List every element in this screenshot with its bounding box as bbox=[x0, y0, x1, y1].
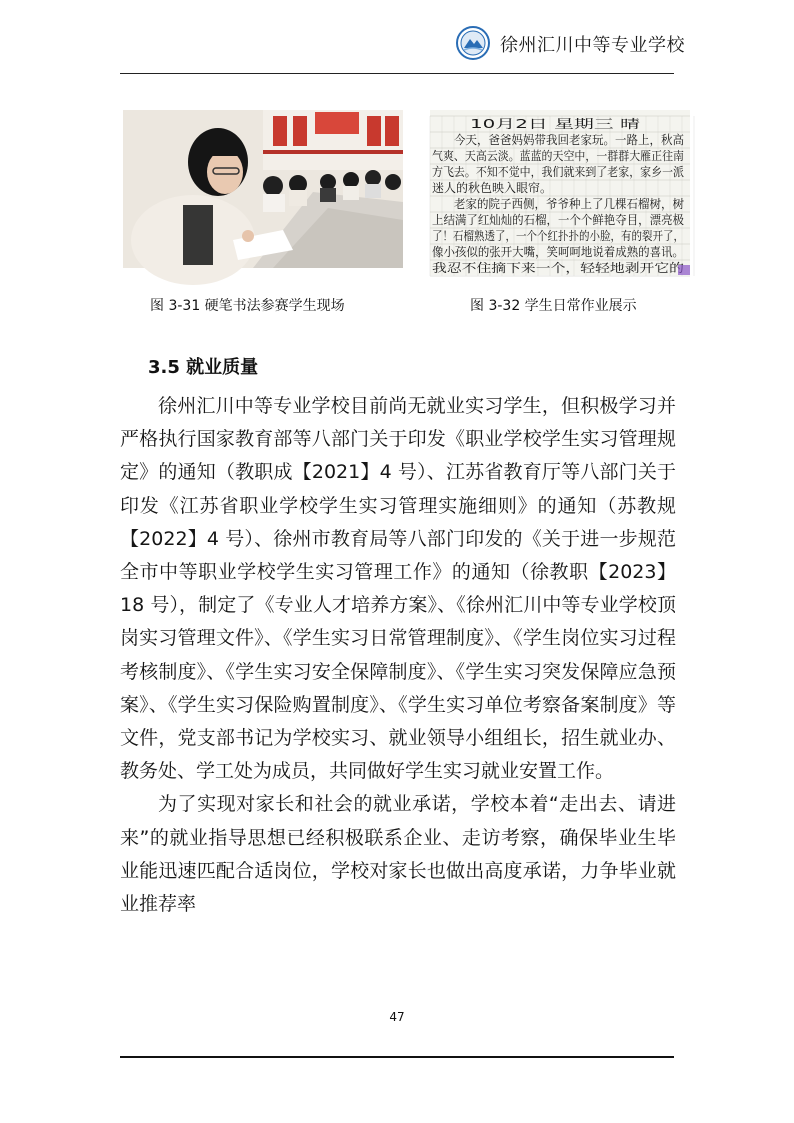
handwriting-line: 今天，爸爸妈妈带我回老家玩。一路上，秋高 bbox=[454, 133, 695, 147]
handwriting-line: 了！石榴熟透了，一个个红扑扑的小脸，有的裂开了， bbox=[432, 229, 721, 243]
homework-photo bbox=[430, 110, 721, 275]
page-number: 47 bbox=[389, 1010, 405, 1024]
footer-divider bbox=[120, 1056, 674, 1058]
paragraph: 为了实现对家长和社会的就业承诺，学校本着“走出去、请进来”的就业指导思想已经积极联系企业、走访考察，确保毕业生毕业能迅速匹配合适岗位，学校对家长也做出高度承诺，力争毕业就业推荐率 bbox=[120, 793, 676, 916]
section-body bbox=[120, 390, 676, 921]
handwriting-line: 迷人的秋色映入眼帘。 bbox=[432, 181, 553, 195]
figure-caption-3-32: 图 3-32 学生日常作业展示 bbox=[470, 298, 637, 314]
handwriting-line: 老家的院子西侧，爷爷种上了几棵石榴树，树 bbox=[454, 197, 695, 211]
handwriting-line: 气爽、天高云淡。蓝蓝的天空中，一群群大雁正往南 bbox=[432, 149, 709, 163]
contest-photo bbox=[123, 110, 403, 268]
school-name: 徐州汇川中等专业学校 bbox=[500, 35, 685, 56]
figure-caption-3-31: 图 3-31 硬笔书法参赛学生现场 bbox=[150, 298, 345, 314]
school-emblem-icon bbox=[456, 26, 490, 60]
page-header bbox=[120, 22, 685, 74]
handwriting-line: 上结满了红灿灿的石榴，一个个鲜艳夺目，漂亮极 bbox=[432, 213, 697, 227]
paragraph: 徐州汇川中等专业学校目前尚无就业实习学生，但积极学习并严格执行国家教育部等八部门关于印发《职业学校学生实习管理规定》的通知（教职成【2021】4 号）、江苏省教育厅等八部门关于印发《江苏省职业学校学生实习管理实施细则》的通知（苏教规【2022】4 号）、徐州市教育局等八部门印发的《关于进一步规范全市中等职业学校学生实习管理工作》的通知（徐教职【2023】18 号），制定了《专业人才培养方案》、《徐州汇川中等专业学校顶岗实习管理文件》、《学生实习日常管理制度》、《学生岗位实习过程考核制度》、《学生实习安全保障制度》、《学生实习突发保障应急预案》、《学生实习保险购置制度》、《学生实习单位考察备案制度》等文件，党支部书记为学校实习、就业领导小组组长，招生就业办、教务处、学工处为成员，共同做好学生实习就业安置工作。 bbox=[120, 395, 676, 783]
handwriting-line: 我忍不住摘下来一个，轻轻地剥开它的 bbox=[432, 261, 637, 275]
handwriting-line: 10月2日 星期三 晴 bbox=[470, 117, 573, 131]
handwriting-line: 方飞去。不知不觉中，我们就来到了老家，家乡一派 bbox=[432, 165, 709, 179]
handwriting-line: 像小孩似的张开大嘴，笑呵呵地说着成熟的喜讯。 bbox=[432, 245, 697, 259]
section-title: 3.5 就业质量 bbox=[148, 357, 259, 378]
header-divider bbox=[120, 73, 674, 74]
